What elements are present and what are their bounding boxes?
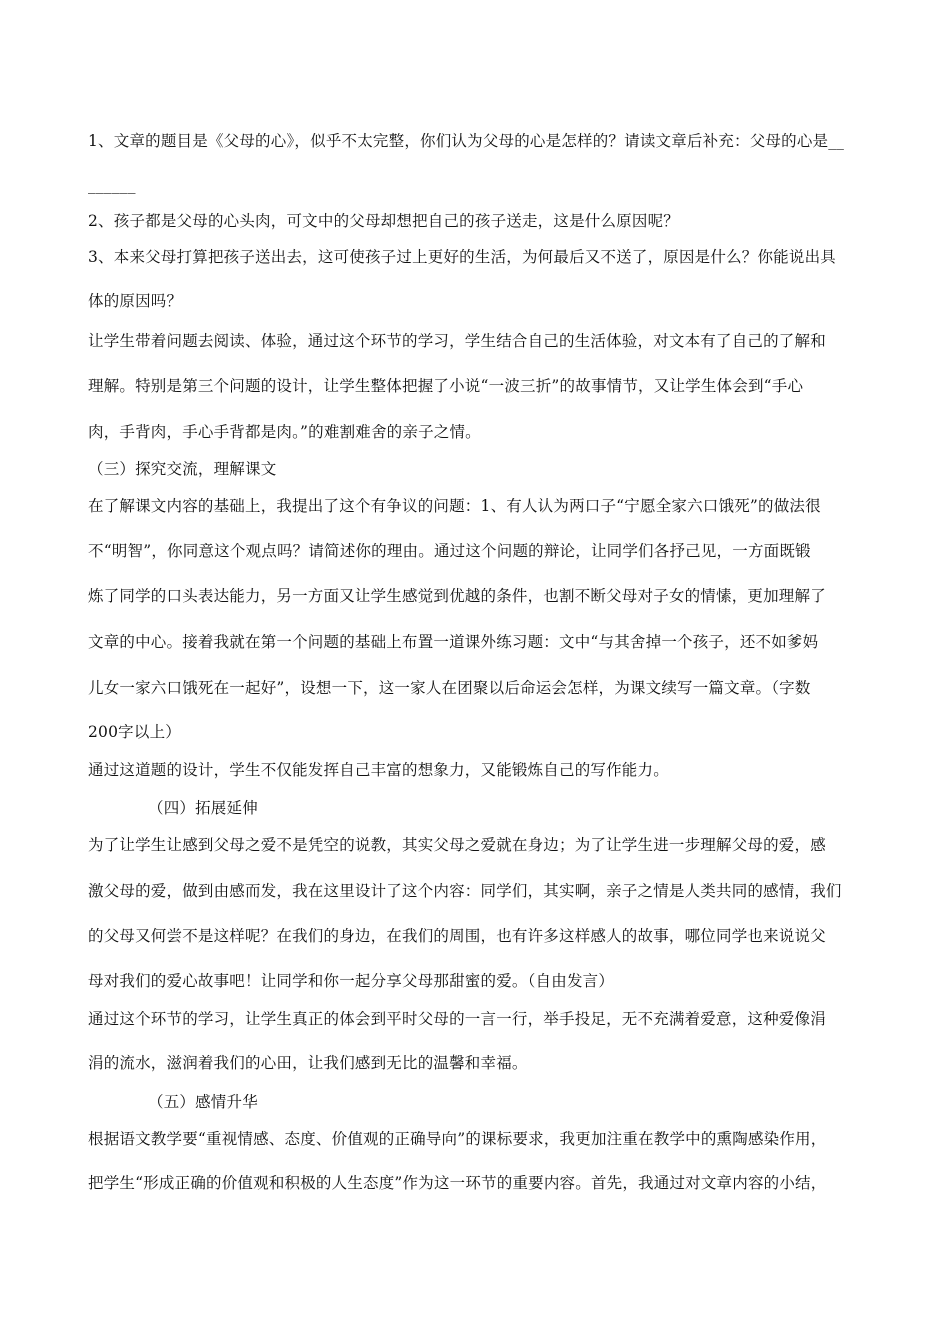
paragraph-line: 炼了同学的口头表达能力，另一方面又让学生感觉到优越的条件，也割不断父母对子女的情愫，更加理解了 (88, 587, 826, 605)
section-heading-5: （五）感情升华 (148, 1093, 258, 1111)
question-3-line-1: 3、本来父母打算把孩子送出去，这可使孩子过上更好的生活，为何最后又不送了，原因是什么？你能说出具 (88, 248, 836, 266)
paragraph-line: 根据语文教学要“重视情感、态度、价值观的正确导向”的课标要求，我更加注重在教学中的熏陶感染作用， (88, 1130, 827, 1148)
question-3-line-2: 体的原因吗？ (88, 292, 183, 310)
paragraph-line: 不“明智”，你同意这个观点吗？请简述你的理由。通过这个问题的辩论，让同学们各抒己见，一方面既锻 (88, 542, 811, 560)
paragraph-line: 通过这道题的设计，学生不仅能发挥自己丰富的想象力，又能锻炼自己的写作能力。 (88, 761, 669, 779)
paragraph-line: 通过这个环节的学习，让学生真正的体会到平时父母的一言一行，举手投足，无不充满着爱意，这种爱像涓 (88, 1010, 826, 1028)
paragraph-line: 的父母又何尝不是这样呢？在我们的身边，在我们的周围，也有许多这样感人的故事，哪位同学也来说说父 (88, 927, 826, 945)
paragraph-line: 肉，手背肉，手心手背都是肉。”的难割难舍的亲子之情。 (88, 423, 481, 441)
question-1-blank: ______ (88, 176, 136, 194)
paragraph-line: 为了让学生让感到父母之爱不是凭空的说教，其实父母之爱就在身边；为了让学生进一步理解父母的爱，感 (88, 836, 826, 854)
paragraph-line: 涓的流水，滋润着我们的心田，让我们感到无比的温馨和幸福。 (88, 1054, 528, 1072)
paragraph-line: 理解。特别是第三个问题的设计，让学生整体把握了小说“一波三折”的故事情节，又让学生体会到“手心 (88, 377, 804, 395)
paragraph-line: 激父母的爱，做到由感而发，我在这里设计了这个内容：同学们，其实啊，亲子之情是人类共同的感情，我们 (88, 882, 842, 900)
question-1-line-1: 1、文章的题目是《父母的心》，似乎不太完整，你们认为父母的心是怎样的？请读文章后补充：父母的心是__ (88, 132, 845, 150)
section-heading-3: （三）探究交流，理解课文 (88, 460, 277, 478)
paragraph-line: 在了解课文内容的基础上，我提出了这个有争议的问题：1、有人认为两口子“宁愿全家六口饿死”的做法很 (88, 497, 821, 515)
paragraph-line: 文章的中心。接着我就在第一个问题的基础上布置一道课外练习题：文中“与其舍掉一个孩子，还不如爹妈 (88, 633, 819, 651)
section-heading-4: （四）拓展延伸 (148, 799, 258, 817)
paragraph-line: 儿女一家六口饿死在一起好”，设想一下，这一家人在团聚以后命运会怎样，为课文续写一篇文章。（字数 (88, 679, 811, 697)
paragraph-line: 把学生“形成正确的价值观和积极的人生态度”作为这一环节的重要内容。首先，我通过对文章内容的小结， (88, 1174, 827, 1192)
paragraph-line: 母对我们的爱心故事吧！让同学和你一起分享父母那甜蜜的爱。（自由发言） (88, 972, 615, 990)
paragraph-line: 200字以上） (88, 723, 181, 741)
paragraph-line: 让学生带着问题去阅读、体验，通过这个环节的学习，学生结合自己的生活体验，对文本有了自己的了解和 (88, 332, 826, 350)
question-2: 2、孩子都是父母的心头肉，可文中的父母却想把自己的孩子送走，这是什么原因呢？ (88, 212, 679, 230)
